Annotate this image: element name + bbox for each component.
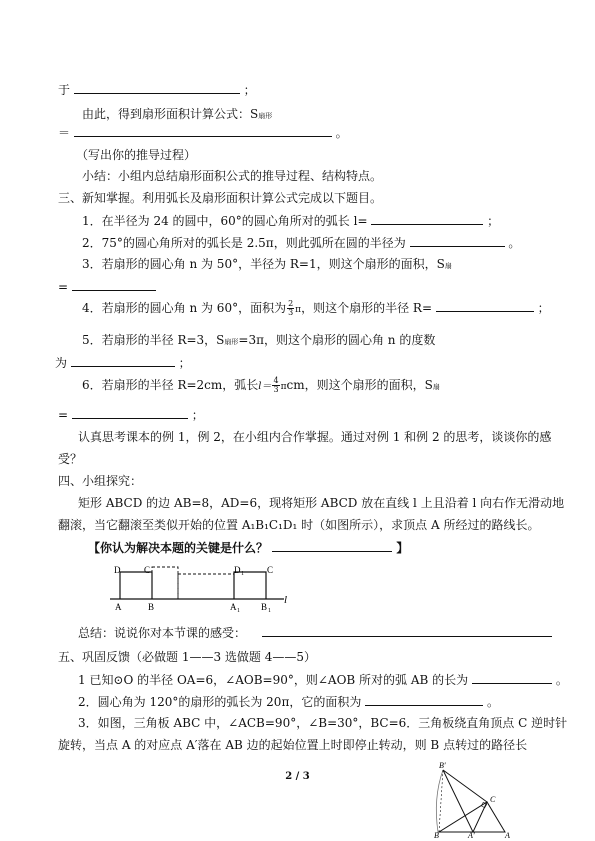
text: 由此，得到扇形面积计算公式：S bbox=[82, 107, 259, 121]
label-A: A bbox=[505, 831, 510, 838]
rectangle-a1b1c1d1 bbox=[234, 572, 266, 599]
pi-symbol: π bbox=[295, 305, 302, 315]
question-3-answer bbox=[58, 279, 156, 294]
fraction bbox=[287, 300, 294, 317]
answer-blank[interactable] bbox=[410, 235, 505, 247]
triangle-abc bbox=[439, 802, 505, 832]
summary-line: 小结：小组内总结扇形面积公式的推导过程、结构特点。 bbox=[82, 169, 383, 183]
lesson-summary bbox=[78, 625, 552, 640]
answer-blank[interactable] bbox=[272, 540, 392, 552]
text: 总结：说说你对本节课的感受： bbox=[78, 626, 247, 640]
flip-1 bbox=[152, 567, 178, 599]
textbook-example-line-2: 受？ bbox=[58, 452, 83, 466]
numerator: 4 bbox=[273, 376, 279, 385]
answer-blank[interactable] bbox=[472, 672, 552, 684]
key-question bbox=[88, 540, 408, 555]
section-three-heading: 三、新知掌握。利用弧长及扇形面积计算公式完成以下题目。 bbox=[58, 191, 383, 205]
subscript: 扇形 bbox=[224, 338, 239, 346]
text: 5．若扇形的半径 R=3，S bbox=[82, 333, 225, 347]
answer-blank[interactable] bbox=[74, 82, 240, 94]
label-B1: B bbox=[261, 602, 268, 612]
label-A: A bbox=[115, 602, 122, 612]
page-number: 2 / 3 bbox=[285, 771, 310, 782]
label-C1: C bbox=[267, 565, 274, 575]
numerator: 2 bbox=[288, 299, 294, 308]
line-fill-1 bbox=[58, 82, 256, 97]
rectangle-problem-line-2: 翻滚，当它翻滚至类似开始的位置 A₁B₁C₁D₁ 时（如图所示），求顶点 A 所经过的路线长。 bbox=[58, 518, 540, 532]
label-D1-sub: 1 bbox=[241, 571, 244, 577]
arc-symbol: l＝ bbox=[258, 381, 272, 392]
subscript: 扇 bbox=[432, 383, 440, 391]
text: 2．圆心角为 120°的扇形的弧长为 20π，它的面积为 bbox=[78, 695, 362, 709]
text: 于 bbox=[58, 83, 71, 97]
text: = bbox=[58, 408, 69, 422]
flip-2 bbox=[178, 574, 234, 599]
label-A1: A bbox=[230, 602, 237, 612]
question-4 bbox=[82, 300, 550, 317]
text: 1 已知⊙O 的半径 OA=6，∠AOB=90°，则∠AOB 所对的弧 AB 的长为 bbox=[78, 673, 469, 687]
section-four-heading: 四、小组探究： bbox=[58, 474, 143, 488]
text: ； bbox=[191, 408, 204, 422]
question-3 bbox=[82, 257, 452, 273]
answer-blank[interactable] bbox=[71, 355, 175, 367]
feedback-2 bbox=[78, 694, 499, 709]
text: 3．若扇形的圆心角 n 为 50°，半径为 R=1，则这个扇形的面积，S bbox=[82, 257, 445, 271]
answer-blank[interactable] bbox=[365, 694, 483, 706]
answer-blank[interactable] bbox=[72, 407, 188, 419]
question-6 bbox=[82, 377, 440, 394]
rectangle-abcd bbox=[120, 572, 152, 599]
label-D1: D bbox=[234, 565, 241, 575]
triangle-apbpc bbox=[443, 770, 487, 832]
text: 。 bbox=[486, 695, 499, 709]
feedback-1 bbox=[78, 672, 568, 687]
label-B: B bbox=[434, 831, 439, 838]
label-Bp: B′ bbox=[439, 761, 446, 770]
text: ； bbox=[178, 356, 191, 370]
text: 。 bbox=[335, 126, 348, 140]
text: 1．在半径为 24 的圆中，60°的圆心角所对的弧长 l= bbox=[82, 214, 368, 228]
segment-b-bp bbox=[439, 770, 443, 832]
derivation-note: （写出你的推导过程） bbox=[76, 148, 197, 162]
text: = bbox=[58, 280, 69, 294]
textbook-example-line: 认真思考课本的例 1，例 2，在小组内合作掌握。通过对例 1 和例 2 的思考，谈谈你的感 bbox=[78, 430, 552, 444]
text: 2．75°的圆心角所对的弧长是 2.5π，则此弧所在圆的半径为 bbox=[82, 236, 406, 250]
answer-blank[interactable] bbox=[436, 300, 534, 312]
label-D: D bbox=[114, 565, 121, 575]
answer-blank[interactable] bbox=[74, 125, 332, 137]
text: 为 bbox=[55, 356, 68, 370]
question-6-answer bbox=[58, 407, 204, 422]
pi-symbol: π bbox=[280, 382, 287, 392]
question-5 bbox=[82, 333, 435, 349]
text: ； bbox=[487, 214, 500, 228]
formula-blank-line bbox=[58, 125, 348, 140]
text: 。 bbox=[508, 236, 521, 250]
question-2 bbox=[82, 235, 520, 250]
text: 【你认为解决本题的关键是什么？ bbox=[88, 541, 269, 555]
label-C: C bbox=[490, 795, 496, 804]
question-5-answer bbox=[55, 355, 191, 370]
rectangle-problem-line-1: 矩形 ABCD 的边 AB=8，AD=6，现将矩形 ABCD 放在直线 l 上且沿着 l 向右作无滑动地 bbox=[78, 496, 565, 510]
text: ； bbox=[243, 83, 256, 97]
feedback-3-line-1: 3．如图，三角板 ABC 中，∠ACB=90°，∠B=30°，BC=6．三角板绕直角顶点 C 逆时针 bbox=[78, 716, 568, 730]
text: ＝ bbox=[58, 126, 71, 140]
label-l: l bbox=[284, 594, 288, 606]
answer-blank[interactable] bbox=[72, 279, 156, 291]
text: 。 bbox=[555, 673, 568, 687]
text: 】 bbox=[396, 541, 409, 555]
denominator: 3 bbox=[288, 308, 294, 317]
text: ，则这个扇形的半径 R= bbox=[301, 301, 432, 315]
text: cm，则这个扇形的面积，S bbox=[286, 378, 433, 392]
text: 6．若扇形的半径 R=2cm，弧长 bbox=[82, 378, 259, 392]
rolling-rectangle-figure bbox=[106, 560, 306, 618]
label-B1-sub: 1 bbox=[268, 608, 271, 614]
denominator: 3 bbox=[273, 385, 279, 394]
sector-formula-line bbox=[82, 107, 272, 123]
label-C: C bbox=[144, 565, 151, 575]
feedback-3-line-2: 旋转，当点 A 的对应点 A′落在 AB 边的起始位置上时即停止转动，则 B 点转过的路径长 bbox=[58, 738, 528, 752]
answer-blank[interactable] bbox=[262, 625, 552, 637]
label-A1-sub: 1 bbox=[237, 608, 240, 614]
rotated-triangle-figure bbox=[425, 760, 525, 838]
label-B: B bbox=[148, 602, 155, 612]
section-five-heading: 五、巩固反馈（必做题 1——3 选做题 4——5） bbox=[58, 650, 316, 664]
fraction bbox=[272, 377, 279, 394]
subscript: 扇形 bbox=[258, 112, 273, 120]
text: ； bbox=[537, 301, 550, 315]
question-1 bbox=[82, 213, 499, 228]
answer-blank[interactable] bbox=[371, 213, 483, 225]
label-Ap: A′ bbox=[468, 831, 475, 838]
text: =3π，则这个扇形的圆心角 n 的度数 bbox=[238, 333, 436, 347]
text: 4．若扇形的圆心角 n 为 60°，面积为 bbox=[82, 301, 287, 315]
subscript: 扇 bbox=[444, 262, 452, 270]
